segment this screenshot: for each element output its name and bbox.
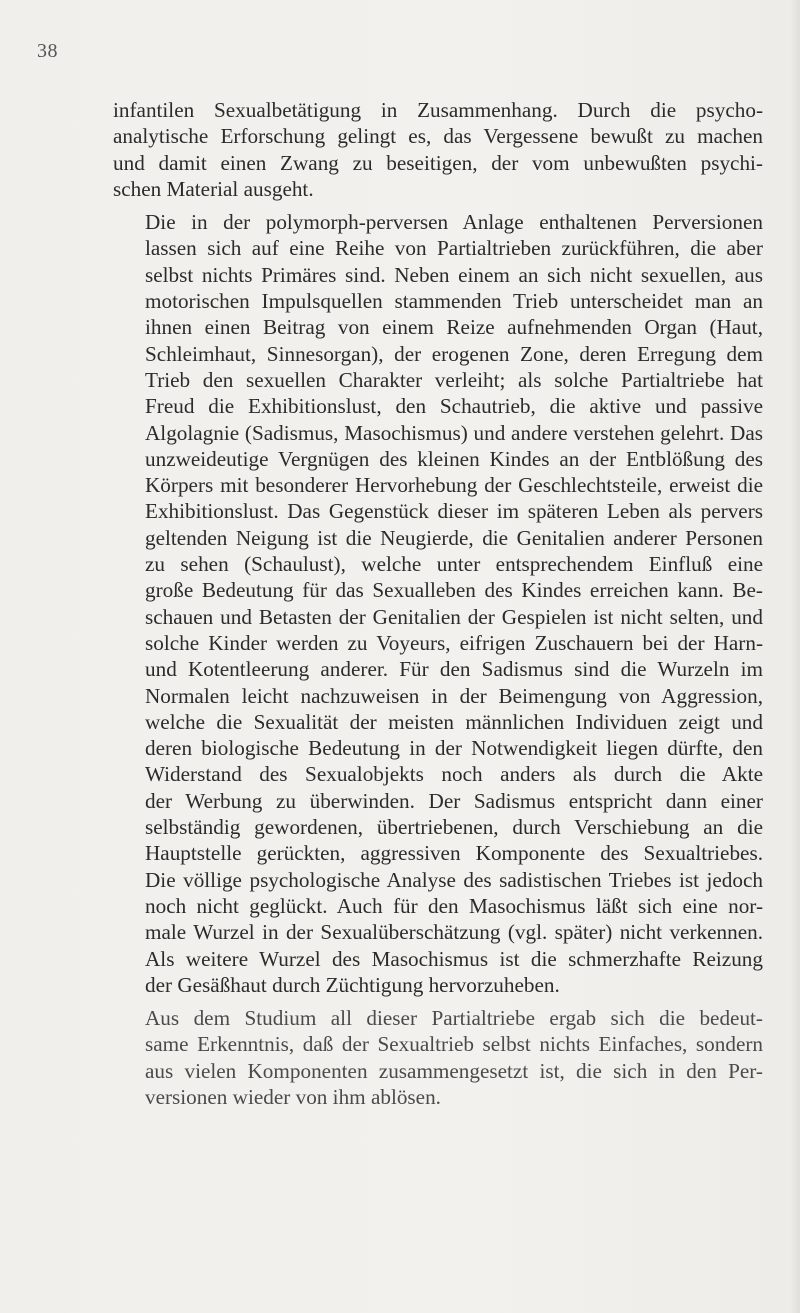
text-line: versionen wieder von ihm ablösen.	[145, 1084, 441, 1109]
text-line: noch nicht geglückt. Auch für den Masochismus läßt sich eine nor-	[145, 893, 763, 918]
text-line: Trieb den sexuellen Charakter verleiht; als solche Partialtriebe hat	[145, 367, 763, 392]
text-line: Normalen leicht nachzuweisen in der Beimengung von Aggression,	[145, 683, 763, 708]
text-line: solche Kinder werden zu Voyeurs, eifrigen Zuschauern bei der Harn-	[145, 630, 763, 655]
text-line: der Gesäßhaut durch Züchtigung hervorzuheben.	[145, 972, 560, 997]
text-line: lassen sich auf eine Reihe von Partialtrieben zurückführen, die aber	[145, 236, 763, 261]
text-line: Hauptstelle gerückten, aggressiven Komponente des Sexualtriebes.	[145, 841, 763, 866]
text-line: Exhibitionslust. Das Gegenstück dieser im späteren Leben als pervers	[145, 499, 763, 524]
body-text	[113, 97, 763, 1110]
text-line: ihnen einen Beitrag von einem Reize aufnehmenden Organ (Haut,	[145, 315, 763, 340]
text-line: welche die Sexualität der meisten männlichen Individuen zeigt und	[145, 709, 763, 734]
text-line: Aus dem Studium all dieser Partialtriebe ergab sich die bedeut-	[145, 1006, 763, 1031]
text-line: unzweideutige Vergnügen des kleinen Kindes an der Entblößung des	[145, 446, 763, 471]
text-line: Algolagnie (Sadismus, Masochismus) und andere verstehen gelehrt. Das	[145, 420, 763, 445]
text-line: Als weitere Wurzel des Masochismus ist die schmerzhafte Reizung	[145, 946, 763, 971]
text-line: Die in der polymorph-perversen Anlage enthaltenen Perversionen	[145, 210, 763, 235]
text-line: same Erkenntnis, daß der Sexualtrieb selbst nichts Einfaches, sondern	[145, 1032, 763, 1057]
text-line: aus vielen Komponenten zusammengesetzt ist, die sich in den Per-	[145, 1058, 763, 1083]
text-line: motorischen Impulsquellen stammenden Trieb unterscheidet man an	[145, 289, 763, 314]
page-edge-shadow	[790, 0, 800, 1313]
text-line: Widerstand des Sexualobjekts noch anders als durch die Akte	[145, 762, 763, 787]
text-line: Die völlige psychologische Analyse des sadistischen Triebes ist jedoch	[145, 867, 763, 892]
text-line: deren biologische Bedeutung in der Notwendigkeit liegen dürfte, den	[145, 736, 763, 761]
text-line: analytische Erforschung gelingt es, das Vergessene bewußt zu machen	[113, 124, 763, 149]
text-line: male Wurzel in der Sexualüberschätzung (vgl. später) nicht verkennen.	[145, 920, 763, 945]
text-line: und Kotentleerung anderer. Für den Sadismus sind die Wurzeln im	[145, 657, 763, 682]
paragraph-2	[113, 209, 763, 998]
text-line: und damit einen Zwang zu beseitigen, der vom unbewußten psychi-	[113, 150, 763, 175]
text-line: selbst nichts Primäres sind. Neben einem an sich nicht sexuellen, aus	[145, 262, 763, 287]
text-line: Körpers mit besonderer Hervorhebung der Geschlechtsteile, erweist die	[145, 473, 763, 498]
text-line: der Werbung zu überwinden. Der Sadismus entspricht dann einer	[145, 788, 763, 813]
paragraph-1	[113, 97, 763, 202]
text-line: selbständig gewordenen, übertriebenen, durch Verschiebung an die	[145, 815, 763, 840]
text-line: Freud die Exhibitionslust, den Schautrieb, die aktive und passive	[145, 394, 763, 419]
text-line: Schleimhaut, Sinnesorgan), der erogenen Zone, deren Erregung dem	[145, 341, 763, 366]
text-line: infantilen Sexualbetätigung in Zusammenhang. Durch die psycho-	[113, 98, 763, 122]
text-line: zu sehen (Schaulust), welche unter entsprechendem Einfluß eine	[145, 552, 763, 577]
paragraph-3	[113, 1005, 763, 1110]
page-number: 38	[37, 40, 58, 62]
text-line: schen Material ausgeht.	[113, 176, 314, 201]
text-line: schauen und Betasten der Genitalien der Gespielen ist nicht selten, und	[145, 604, 763, 629]
text-line: große Bedeutung für das Sexualleben des Kindes erreichen kann. Be-	[145, 578, 763, 603]
text-line: geltenden Neigung ist die Neugierde, die Genitalien anderer Personen	[145, 525, 763, 550]
